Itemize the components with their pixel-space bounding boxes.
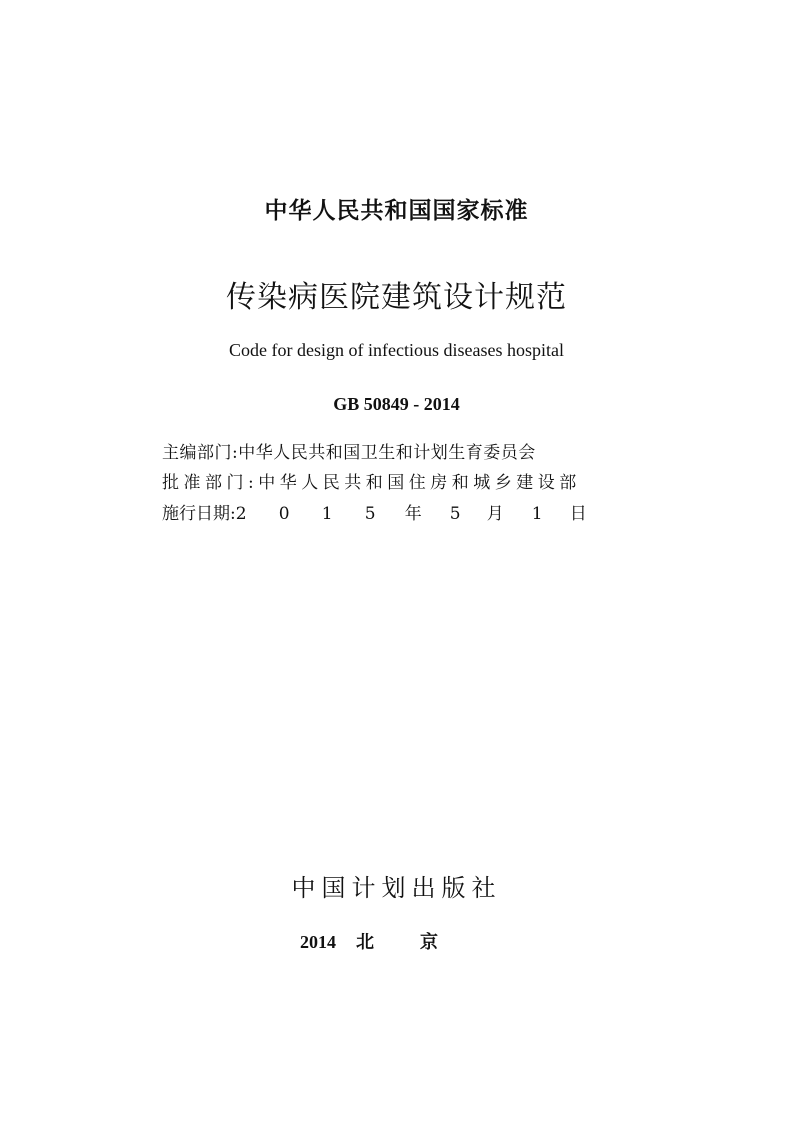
publication-line	[300, 928, 438, 954]
approver-department-row	[162, 472, 581, 494]
publication-city-char: 京	[420, 932, 438, 952]
date-day-char: 日	[569, 504, 587, 524]
editor-department-value: 中华人民共和国卫生和计划生育委员会	[238, 443, 536, 463]
publication-year: 2014	[300, 932, 336, 952]
effective-date-label: 施行日期:	[162, 504, 236, 524]
effective-date-row	[162, 503, 587, 525]
editor-department-row	[162, 442, 536, 464]
date-digit: 1	[531, 504, 543, 524]
date-digit: 5	[449, 504, 461, 524]
date-digit: 0	[278, 504, 290, 524]
date-digit: 2	[235, 504, 247, 524]
date-month-char: 月	[486, 504, 504, 524]
approver-department-label: 批准部门:	[162, 473, 259, 493]
date-digit: 5	[364, 504, 376, 524]
publication-city-char: 北	[356, 932, 374, 952]
date-digit: 1	[321, 504, 333, 524]
publisher-name: 中国计划出版社	[291, 874, 502, 902]
approver-department-value: 中华人民共和国住房和城乡建设部	[258, 473, 581, 493]
editor-department-label: 主编部门:	[162, 443, 239, 463]
document-title-chinese: 传染病医院建筑设计规范	[226, 280, 567, 315]
date-year-char: 年	[404, 504, 422, 524]
standard-code: GB 50849 - 2014	[333, 394, 460, 414]
national-standard-heading: 中华人民共和国国家标准	[264, 198, 529, 224]
document-title-english: Code for design of infectious diseases hospital	[229, 340, 564, 360]
